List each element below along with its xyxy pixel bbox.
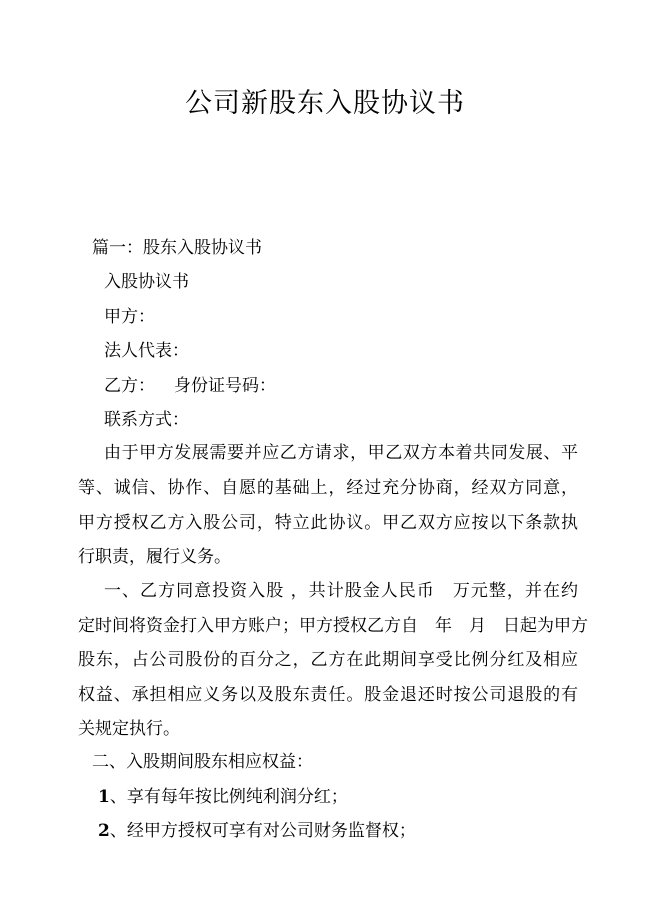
section-heading: 篇一：股东入股协议书 (92, 238, 262, 258)
rights-item-text: 、经甲方授权可享有对公司财务监督权； (109, 821, 416, 841)
rights-item-number: 2 (98, 821, 110, 841)
contact-label: 联系方式： (104, 410, 189, 430)
clause2-heading: 二、入股期间股东相应权益： (92, 752, 313, 772)
rights-item (98, 819, 416, 843)
intro-line: 由于甲方发展需要并应乙方请求，甲乙双方本着共同发展、平 (104, 443, 578, 463)
document-title: 公司新股东入股协议书 (185, 88, 465, 119)
subtitle: 入股协议书 (104, 272, 189, 292)
clause1-line: 权益、承担相应义务以及股东责任。股金退还时按公司退股的有 (78, 685, 578, 705)
intro-line: 甲方授权乙方入股公司，特立此协议。甲乙双方应按以下条款执 (78, 513, 578, 533)
party-a-label: 甲方： (104, 307, 155, 327)
party-b-label: 乙方： (104, 376, 155, 396)
rights-item (98, 785, 348, 809)
intro-line: 行职责，履行义务。 (78, 547, 231, 567)
clause1-line: 关规定执行。 (78, 719, 180, 739)
intro-line: 等、诚信、协作、自愿的基础上，经过充分协商，经双方同意， (78, 478, 578, 498)
rights-item-number: 1 (98, 787, 110, 807)
clause1-line: 股东，占公司股份的百分之，乙方在此期间享受比例分红及相应 (78, 650, 578, 670)
clause1-line: 定时间将资金打入甲方账户；甲方授权乙方自 年 月 日起为甲方 (78, 616, 588, 636)
id-number-label: 身份证号码： (174, 376, 276, 396)
clause1-line: 一、乙方同意投资入股 ，共计股金人民币 万元整，并在约 (104, 581, 578, 601)
legal-rep-label: 法人代表： (104, 341, 189, 361)
rights-item-text: 、享有每年按比例纯利润分红； (109, 787, 348, 807)
